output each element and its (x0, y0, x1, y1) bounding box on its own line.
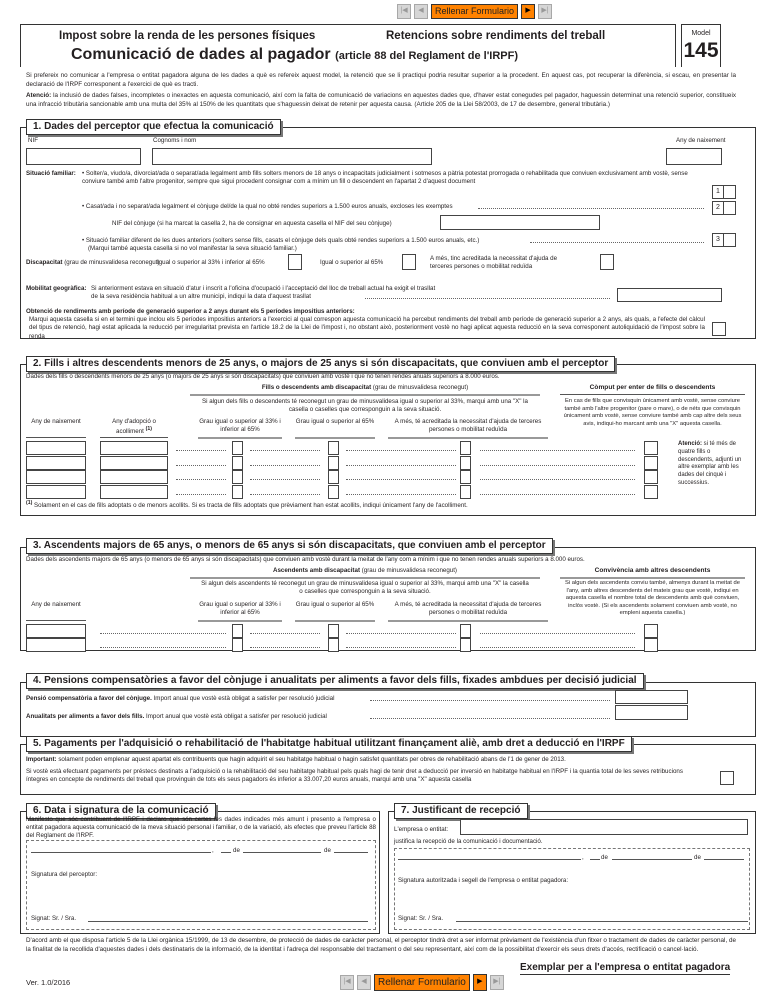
day-line[interactable] (590, 859, 600, 860)
disability-65-label: Igual o superior al 65% (320, 259, 384, 266)
label-text: Import anual que vostè està obligat a satisfer per resolució judicial (144, 713, 327, 720)
receipt-text: justifica la recepció de la comunicació i documentació. (394, 838, 543, 845)
divider (560, 577, 745, 579)
signer-name-line[interactable] (88, 921, 368, 922)
place-line[interactable] (31, 852, 211, 853)
dot-leader (346, 642, 456, 648)
header-withholding: Retencions sobre rendiments del treball (386, 30, 606, 42)
mobility-text-1: Si anteriorment estava en situació d'atur i inscrit a l'oficina d'ocupació i l'acceptació del lloc de treball actual ha exigit el trasllat (91, 285, 436, 292)
children-disability-header (190, 384, 540, 392)
copy-label: Exemplar per a l'empresa o entitat pagadora (520, 962, 731, 973)
ascendant-birth-year-input[interactable] (26, 624, 86, 638)
privacy-notice: D'acord amb el que disposa l'article 5 de la Llei orgànica 15/1999, de 13 de desembre, de protecció de dades de caràcter personal, el perceptor tindrà dret a ser informat prèviament de l'existència d'un fitxer o tractament de dades de caràcter personal, de la finalitat de la recollida d'aquestes dades i dels destinataris de la informació, de la identitat i l'adreça del responsable del tractament o del seu representant, així com de la possibilitat d'exercir els seus drets d'accés, rectificació o cancel·lació. (26, 937, 736, 953)
divider (198, 437, 282, 439)
signer-name-line[interactable] (456, 921, 748, 922)
dot-leader (100, 628, 226, 634)
model-box (681, 24, 721, 67)
fill-form-button[interactable]: Rellenar Formulario (374, 974, 470, 991)
header-bold: Ascendents amb discapacitat (273, 567, 360, 574)
child-grade-65-checkbox[interactable] (328, 456, 339, 470)
perceptor-signature-label: Signatura del perceptor: (31, 871, 98, 878)
spouse-pension-label (26, 695, 335, 703)
date-separator: , (212, 847, 214, 854)
section-5-important (26, 756, 566, 764)
dot-leader (250, 642, 320, 648)
year-line[interactable] (704, 859, 744, 860)
dot-leader (176, 474, 226, 480)
warning-label: Atenció: (26, 92, 52, 99)
divider (26, 437, 86, 438)
comput-header: Còmput per enter de fills o descendents (589, 384, 716, 391)
de-label: de (233, 847, 240, 854)
ascendant-grade-33-checkbox[interactable] (232, 638, 243, 652)
next-page-button[interactable] (521, 4, 535, 19)
divider (388, 620, 548, 622)
header-rest: (grau de minusvalidesa reconegut) (371, 384, 469, 391)
footnote-ref: (1) (145, 426, 152, 433)
divider (295, 620, 375, 622)
ascendant-cohabitation-input[interactable] (644, 624, 658, 638)
col-grade-65: Grau igual o superior al 65% (295, 601, 375, 608)
box-number: 3 (713, 234, 724, 246)
child-grade-65-checkbox[interactable] (328, 470, 339, 484)
income-title: Obtenció de rendiments amb període de generació superior a 2 anys durant els 5 períodes impositius anteriors: (26, 308, 355, 315)
dot-leader (250, 628, 320, 634)
section-3-intro: Dades dels ascendents majors de 65 anys (o menors de 65 anys si són discapacitats) que conviuen amb vostè durant la meitat de l'any com a mínim i que no tenen rendes anuals superiors a 8.000 euros. (26, 556, 585, 563)
year-line[interactable] (334, 852, 368, 853)
col-grade-33: Grau igual o superior al 33% i inferior al 65% (199, 418, 281, 434)
ascendant-cohabitation-input[interactable] (644, 638, 658, 652)
family-option-2-text: Casat/ada i no separat/ada legalment el cònjuge del/de la qual no obté rendes superiors a 1.500 euros anuals, excloses les exemptes (85, 203, 453, 210)
skip-last-icon: ▶| (541, 7, 549, 15)
child-grade-33-checkbox[interactable] (232, 485, 243, 499)
important-text: solament poden emplenar aquest apartat els contribuents que hagin adquirit el seu habitatge habitual o hagin satisfet quantitats per obres de rehabilitació abans de l'1 de gener de 2013. (56, 756, 566, 763)
family-option-2: • Casat/ada i no separat/ada legalment el cònjuge del/de la qual no obté rendes superiors a 1.500 euros anuals, excloses les exemptes (82, 203, 453, 210)
section-7-title: 7. Justificant de recepció (394, 803, 528, 819)
first-page-button[interactable] (340, 975, 354, 990)
declaration-text: Manifesto que sóc contribuent de l'IRPF i declaro que són certes les dades indicades més amunt i presento a l'empresa o entitat pagadora aquesta comunicació de la meva situació personal i familiar, o de la variació, als efectes que preveu l'article 88 del Reglament de l'IRPF. (26, 816, 376, 840)
family-option-1-text: Solter/a, viudo/a, divorciat/ada o separat/ada legalment amb fills solters menors de 18 anys o incapacitats judicialment i sotmesos a pàtria potestat prorrogada o rehabilitada que conviuen exclusivament amb vostè, sense conviure també amb l'altre progenitor, sempre que sigui procedent consignar com a mínim un fill o descendent en l'apartat 2 d'aquest document (82, 170, 688, 186)
section-5-title: 5. Pagaments per l'adquisició o rehabilitació de l'habitatge habitual utilitzant finançament aliè, amb dret a deducció en l'IRPF (26, 736, 632, 752)
family-option-1-checkbox[interactable] (712, 185, 736, 199)
title-subtitle: (article 88 del Reglament de l'IRPF) (335, 50, 519, 62)
mobility-text-2: de la seva residència habitual a un altre municipi, indiqui la data d'aquest trasllat (91, 293, 311, 300)
divider (560, 394, 745, 395)
cohabitation-desc: Si algun dels ascendents conviu també, almenys durant la meitat de l'any, amb altres descendents del mateix grau que vostè, indiqui en aquesta casella el nombre total de descendents amb què conviuen, inclòs vostè. (Si els ascendents solament conviuen amb vostè, no empleni aquesta casella.) (565, 580, 740, 617)
disability-65-checkbox[interactable] (402, 254, 416, 270)
child-adoption-year-input[interactable] (100, 441, 168, 455)
birth-year-input[interactable] (666, 148, 722, 165)
header-bold: Fills o descendents amb discapacitat (261, 384, 372, 391)
skip-first-icon: |◀ (343, 978, 351, 986)
income-checkbox[interactable] (712, 322, 726, 336)
section-1-title: 1. Dades del perceptor que efectua la comunicació (26, 119, 281, 135)
box-number: 2 (713, 202, 724, 214)
important-label: Important: (26, 756, 57, 763)
dot-leader (346, 460, 456, 466)
family-option-3: • Situació familiar diferent de les dues anteriors (solters sense fills, casats el cònjuge dels quals obté rendes superiors a 1.500 euros anuals, etc.) (82, 237, 480, 244)
mobility-label: Mobilitat geogràfica: (26, 285, 87, 292)
dot-leader (370, 713, 610, 719)
disability-title: Discapacitat (26, 259, 63, 266)
last-page-button[interactable] (538, 4, 552, 19)
dot-leader (176, 445, 226, 451)
nif-label: NIF (28, 137, 38, 144)
child-comput-checkbox[interactable] (644, 470, 658, 484)
spouse-nif-input[interactable] (440, 215, 600, 230)
child-adoption-year-input[interactable] (100, 470, 168, 484)
comput-desc: En cas de fills que convisquin únicament amb vostè, sense conviure també amb l'altre progenitor (pare o mare), o de néts que convisquin únicament amb vostè, sense conviure també amb cap altre dels seus avis, indiqui-ho marcant amb una "X" aquesta casella. (563, 398, 742, 427)
dot-leader (250, 460, 320, 466)
bottom-navigation (340, 974, 504, 991)
child-help-checkbox[interactable] (460, 456, 471, 470)
footnote (26, 500, 468, 510)
ascendant-birth-year-input[interactable] (26, 638, 86, 652)
signed-by-label: Signat: Sr. / Sra. (398, 915, 444, 922)
divider (295, 437, 375, 439)
dot-leader (478, 203, 704, 209)
birth-year-label: Any de naixement (676, 137, 726, 144)
company-label: L'empresa o entitat: (394, 826, 449, 833)
ascendant-help-checkbox[interactable] (460, 624, 471, 638)
dot-leader (480, 474, 635, 480)
page-title (71, 45, 518, 64)
child-help-checkbox[interactable] (460, 470, 471, 484)
footnote-marker: (1) (26, 500, 33, 506)
mortgage-deduction-checkbox[interactable] (720, 771, 734, 785)
section-6-title: 6. Data i signatura de la comunicació (26, 803, 216, 819)
disability-help-label-1: A més, tinc acreditada la necessitat d'ajuda de (430, 255, 558, 262)
dot-leader (346, 445, 456, 451)
form-header (20, 24, 676, 67)
intro-warning (26, 92, 736, 109)
col-help: A més, té acreditada la necessitat d'ajuda de terceres persones o mobilitat reduïda (394, 418, 542, 434)
dot-leader (480, 628, 635, 634)
child-comput-checkbox[interactable] (644, 485, 658, 499)
dot-leader (176, 489, 226, 495)
family-situation-label: Situació familiar: (26, 170, 76, 177)
intro-notice: Si prefereix no comunicar a l'empresa o entitat pagadora alguna de les dades a què es refereix aquest model, la retenció que se li practiqui podria resultar superior a la procedent. En aquest cas, pot recuperar la diferència, si escau, en presentar la declaració de l'IRPF corresponent a l'exercici de què es tracti. (26, 72, 736, 88)
skip-last-icon: ▶| (493, 978, 501, 986)
child-grade-33-checkbox[interactable] (232, 441, 243, 455)
company-input[interactable] (460, 819, 748, 835)
ascendants-disability-header (190, 567, 540, 575)
divider (190, 394, 540, 396)
label-bold: Anualitats per aliments a favor dels fills. (26, 713, 145, 720)
month-line[interactable] (243, 852, 321, 853)
de-label: de (694, 854, 701, 861)
label-bold: Pensió compensatòria a favor del cònjuge. (26, 695, 152, 702)
prev-page-button[interactable] (357, 975, 371, 990)
disability-subtitle: (grau de minusvalidesa reconegut) (62, 259, 160, 266)
place-line[interactable] (398, 859, 581, 860)
section-2-intro: Dades dels fills o descendents menors de 25 anys (o majors de 25 anys si són discapacitats) que conviuen amb vostè i que no tenen rendes anuals superiors a 8.000 euros. (26, 373, 500, 380)
cohabitation-header: Convivència amb altres descendents (594, 567, 711, 574)
warning-label: Atenció: (678, 441, 702, 447)
col-adopt-text: Any d'adopció o acolliment (112, 418, 156, 436)
nif-input[interactable] (26, 148, 141, 165)
model-label: Model (691, 30, 711, 37)
signed-by-label: Signat: Sr. / Sra. (31, 915, 77, 922)
dot-leader (480, 489, 635, 495)
prev-page-button[interactable] (414, 4, 428, 19)
dot-leader (100, 642, 226, 648)
prev-icon: ◀ (361, 978, 367, 986)
child-grade-33-checkbox[interactable] (232, 456, 243, 470)
warning-text: la inclusió de dades falses, incompletes o inexactes en aquesta comunicació, així com la falta de comunicació de variacions en aquestes dades que, d'haver estat conegudes pel pagador, haguessin determinat una retenció superior, constitueix una infracció tributària sancionable amb una multa del 35% al 150% de les quantitats que s'haguessin deixat de retenir per aquesta causa. (Article 205 de la Llei 58/2003, de 17 de desembre, general tributària.) (26, 92, 736, 108)
child-support-label (26, 713, 327, 721)
day-line[interactable] (221, 852, 231, 853)
dot-leader (480, 445, 635, 451)
company-signature-label: Signatura autoritzada i segell de l'empresa o entitat pagadora: (398, 877, 569, 884)
title-text: Comunicació de dades al pagador (71, 46, 331, 63)
model-number: 145 (683, 39, 719, 63)
disability-33-label: Igual o superior al 33% i inferior al 65% (157, 259, 265, 266)
month-line[interactable] (612, 859, 692, 860)
ascendant-grade-65-checkbox[interactable] (328, 638, 339, 652)
divider (190, 577, 540, 579)
date-separator: , (582, 854, 584, 861)
dot-leader (530, 237, 704, 243)
child-help-checkbox[interactable] (460, 441, 471, 455)
child-comput-checkbox[interactable] (644, 441, 658, 455)
child-support-input[interactable] (615, 705, 688, 720)
relocation-date-input[interactable] (617, 288, 722, 302)
box-number: 1 (713, 186, 724, 198)
disability-help-label-2: terceres persones o mobilitat reduïda (430, 263, 533, 270)
name-label: Cognoms i nom (153, 137, 197, 144)
dot-leader (480, 460, 635, 466)
children-disability-desc: Si algun dels fills o descendents té reconegut un grau de minusvalidesa igual o superior al 33%, marqui amb una "X" la casella o caselles que corresponguin a la seva situació. (202, 398, 528, 414)
col-adoption-year (100, 418, 168, 436)
child-adoption-year-input[interactable] (100, 456, 168, 470)
spouse-pension-input[interactable] (615, 690, 688, 704)
ascendant-grade-65-checkbox[interactable] (328, 624, 339, 638)
divider (198, 620, 282, 622)
child-comput-checkbox[interactable] (644, 456, 658, 470)
prev-icon: ◀ (418, 7, 424, 15)
dot-leader (370, 695, 610, 701)
section-2-title: 2. Fills i altres descendents menors de 25 anys, o majors de 25 anys si són discapacitats, que conviuen amb el perceptor (26, 356, 615, 372)
family-option-3-checkbox[interactable] (712, 233, 736, 247)
col-birth-year: Any de naixement (31, 418, 81, 425)
dot-leader (346, 628, 456, 634)
header-tax-name: Impost sobre la renda de les persones físiques (59, 30, 316, 42)
family-option-1: • Solter/a, viudo/a, divorciat/ada o separat/ada legalment amb fills solters menors de 18 anys o incapacitats judicialment i sotmesos a pàtria potestat prorrogada o rehabilitada que conviuen exclusivament amb vostè, sense conviure també amb l'altre progenitor, sempre que sigui procedent consignar com a mínim un fill o descendent en l'apartat 2 d'aquest document (82, 170, 688, 186)
child-adoption-year-input[interactable] (100, 485, 168, 499)
dot-leader (346, 474, 456, 480)
first-page-button[interactable] (397, 4, 411, 19)
disability-help-checkbox[interactable] (600, 254, 614, 270)
next-icon: ▶ (525, 7, 531, 15)
dot-leader (250, 474, 320, 480)
warning-text: si té més de quatre fills o descendents, adjunti un altre exemplar amb les dades del cinquè i successius. (678, 441, 742, 486)
divider (100, 437, 168, 438)
last-page-button[interactable] (490, 975, 504, 990)
ascendant-grade-33-checkbox[interactable] (232, 624, 243, 638)
col-birth-year: Any de naixement (31, 601, 81, 608)
skip-first-icon: |◀ (400, 7, 408, 15)
child-birth-year-input[interactable] (26, 456, 86, 470)
divider (26, 620, 86, 621)
ascendants-disability-desc: Si algun dels ascendents té reconegut un grau de minusvalidesa igual o superior al 33%, marqui amb una "X" la casella o caselles que corresponguin a la seva situació. (201, 580, 529, 596)
family-option-3-note: (Marqui també aquesta casella si no vol manifestar la seva situació familiar.) (88, 245, 297, 252)
ascendant-help-checkbox[interactable] (460, 638, 471, 652)
footnote-text: Solament en el cas de fills adoptats o de menors acollits. Si es tracta de fills adoptats que prèviament han estat acollits, indiqui únicament l'any de l'acolliment. (34, 502, 468, 510)
de-label: de (601, 854, 608, 861)
de-label: de (324, 847, 331, 854)
dot-leader (365, 293, 610, 299)
section-3-title: 3. Ascendents majors de 65 anys, o menors de 65 anys si són discapacitats, que conviuen amb el perceptor (26, 538, 553, 554)
dot-leader (176, 460, 226, 466)
disability-label (26, 259, 159, 267)
income-text: Marqui aquesta casella si en el termini que inclou els 5 períodes impositius anteriors a l'exercici al qual correspon aquesta comunicació ha percebut rendiments del treball amb període de generació superior a 2 anys, als quals, a l'efecte del càlcul del tipus de retenció, hagi estat aplicada la reducció per irregularitat prevista en l'article 18.2 de la Llei de l'impost i, no obstant això, posteriorment vostè no hagi aplicat aquesta reducció en la seva corresponent autoliquidació de l'impost sobre la renda (29, 316, 705, 340)
child-help-checkbox[interactable] (460, 485, 471, 499)
disability-33-checkbox[interactable] (288, 254, 302, 270)
child-grade-65-checkbox[interactable] (328, 441, 339, 455)
child-birth-year-input[interactable] (26, 485, 86, 499)
child-birth-year-input[interactable] (26, 470, 86, 484)
child-grade-65-checkbox[interactable] (328, 485, 339, 499)
next-page-button[interactable] (473, 974, 487, 991)
dot-leader (250, 445, 320, 451)
header-rest: (grau de minusvalidesa reconegut) (360, 567, 457, 574)
section-4-title: 4. Pensions compensatòries a favor del cònjuge i anualitats per aliments a favor dels fills, fixades ambdues per decisió judicial (26, 673, 644, 689)
dot-leader (480, 642, 635, 648)
spouse-nif-label: NIF del cònjuge (si ha marcat la casella 2, ha de consignar en aquesta casella el NIF del seu cònjuge) (112, 220, 392, 227)
divider (388, 437, 548, 439)
family-option-3-text: Situació familiar diferent de les dues anteriors (solters sense fills, casats el cònjuge dels quals obté rendes superiors a 1.500 euros anuals, etc.) (85, 237, 480, 244)
version-label: Ver. 1.0/2016 (26, 978, 71, 987)
col-grade-65: Grau igual o superior al 65% (295, 418, 375, 425)
family-option-2-checkbox[interactable] (712, 201, 736, 215)
child-grade-33-checkbox[interactable] (232, 470, 243, 484)
children-warning (678, 441, 746, 488)
child-birth-year-input[interactable] (26, 441, 86, 455)
section-5-text: Si vostè està efectuant pagaments per préstecs destinats a l'adquisició o la rehabilitació del seu habitatge habitual pels quals hagi de tenir dret a deducció per inversió en habitatge habitual en l'IRPF i la quantia total de les seves retribucions íntegres en concepte de rendiments del treball que provinguin de tots els seus pagadors és inferior a 33.007,20 euros anuals, marqui amb una "X" aquesta casella (26, 768, 683, 784)
dot-leader (346, 489, 456, 495)
label-text: Import anual que vostè està obligat a satisfer per resolució judicial (151, 695, 335, 702)
next-icon: ▶ (477, 978, 483, 986)
name-input[interactable] (152, 148, 432, 165)
dot-leader (250, 489, 320, 495)
col-grade-33: Grau igual o superior al 33% i inferior al 65% (199, 601, 281, 617)
top-navigation (397, 4, 552, 19)
fill-form-button[interactable]: Rellenar Formulario (431, 4, 518, 19)
col-help: A més, té acreditada la necessitat d'ajuda de terceres persones o mobilitat reduïda (394, 601, 542, 617)
